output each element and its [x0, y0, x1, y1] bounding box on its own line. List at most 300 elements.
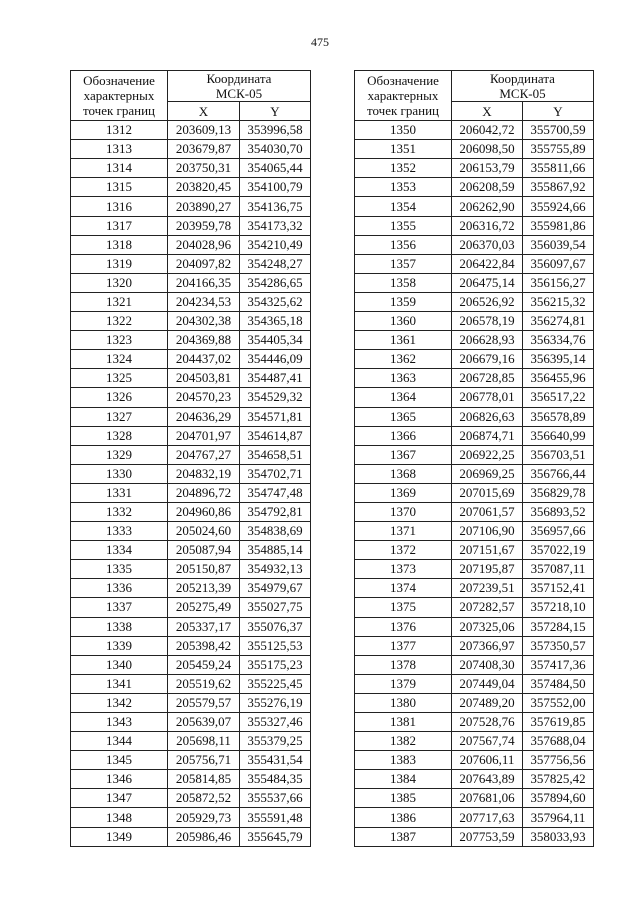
table-row	[355, 197, 594, 216]
y-coordinate-cell: 357417,36	[523, 655, 594, 674]
x-coordinate-cell: 203609,13	[168, 121, 240, 140]
table-row	[71, 121, 311, 140]
point-number-cell: 1368	[355, 464, 452, 483]
x-coordinate-cell: 205814,85	[168, 770, 240, 789]
point-number-cell: 1359	[355, 292, 452, 311]
x-coordinate-cell: 206778,01	[452, 388, 523, 407]
x-coordinate-cell: 204832,19	[168, 464, 240, 483]
table-row	[355, 502, 594, 521]
y-coordinate-cell: 355645,79	[240, 827, 311, 846]
point-number-cell: 1364	[355, 388, 452, 407]
point-number-cell: 1374	[355, 579, 452, 598]
x-coordinate-cell: 206526,92	[452, 292, 523, 311]
y-column-header: Y	[523, 102, 594, 121]
x-coordinate-cell: 204166,35	[168, 273, 240, 292]
point-number-cell: 1312	[71, 121, 168, 140]
point-number-cell: 1334	[71, 541, 168, 560]
y-coordinate-cell: 355981,86	[523, 216, 594, 235]
point-number-cell: 1366	[355, 426, 452, 445]
point-number-cell: 1383	[355, 751, 452, 770]
x-coordinate-cell: 207151,67	[452, 541, 523, 560]
table-row	[71, 808, 311, 827]
y-coordinate-cell: 354286,65	[240, 273, 311, 292]
x-coordinate-cell: 207528,76	[452, 713, 523, 732]
point-number-cell: 1337	[71, 598, 168, 617]
table-row	[355, 674, 594, 693]
y-coordinate-cell: 357484,50	[523, 674, 594, 693]
y-coordinate-cell: 357350,57	[523, 636, 594, 655]
x-coordinate-cell: 206208,59	[452, 178, 523, 197]
x-coordinate-cell: 205150,87	[168, 560, 240, 579]
table-row	[355, 522, 594, 541]
point-number-cell: 1330	[71, 464, 168, 483]
point-header-line-3: точек границ	[366, 103, 440, 119]
y-coordinate-cell: 354446,09	[240, 350, 311, 369]
x-coordinate-cell: 207489,20	[452, 693, 523, 712]
x-coordinate-cell: 203890,27	[168, 197, 240, 216]
table-row	[71, 388, 311, 407]
point-number-cell: 1332	[71, 502, 168, 521]
table-row	[355, 159, 594, 178]
point-number-cell: 1372	[355, 541, 452, 560]
coordinate-header-line-2: МСК-05	[215, 86, 263, 101]
x-coordinate-cell: 205698,11	[168, 732, 240, 751]
y-coordinate-cell: 355379,25	[240, 732, 311, 751]
y-coordinate-cell: 354979,67	[240, 579, 311, 598]
x-coordinate-cell: 205872,52	[168, 789, 240, 808]
point-number-cell: 1339	[71, 636, 168, 655]
x-coordinate-cell: 204097,82	[168, 254, 240, 273]
y-coordinate-cell: 357218,10	[523, 598, 594, 617]
point-number-cell: 1384	[355, 770, 452, 789]
x-coordinate-cell: 204701,97	[168, 426, 240, 445]
table-row	[71, 369, 311, 388]
point-number-cell: 1379	[355, 674, 452, 693]
x-coordinate-cell: 206316,72	[452, 216, 523, 235]
x-coordinate-cell: 204028,96	[168, 235, 240, 254]
table-row	[355, 713, 594, 732]
table-row	[355, 445, 594, 464]
table-row	[71, 235, 311, 254]
y-coordinate-cell: 357552,00	[523, 693, 594, 712]
table-row	[355, 407, 594, 426]
point-number-cell: 1370	[355, 502, 452, 521]
x-coordinate-cell: 206628,93	[452, 331, 523, 350]
table-row	[355, 751, 594, 770]
y-coordinate-cell: 355484,35	[240, 770, 311, 789]
point-number-cell: 1387	[355, 827, 452, 846]
y-coordinate-cell: 357688,04	[523, 732, 594, 751]
point-header-line-1: Обозначение	[367, 73, 439, 89]
coordinate-header	[452, 71, 594, 102]
y-coordinate-cell: 357964,11	[523, 808, 594, 827]
x-coordinate-cell: 205213,39	[168, 579, 240, 598]
point-number-cell: 1378	[355, 655, 452, 674]
table-row	[71, 445, 311, 464]
table-row	[355, 350, 594, 369]
x-coordinate-cell: 206098,50	[452, 140, 523, 159]
x-coordinate-cell: 206153,79	[452, 159, 523, 178]
y-coordinate-cell: 355755,89	[523, 140, 594, 159]
point-number-cell: 1345	[71, 751, 168, 770]
x-coordinate-cell: 205087,94	[168, 541, 240, 560]
table-row	[355, 140, 594, 159]
y-coordinate-cell: 354365,18	[240, 312, 311, 331]
table-row	[71, 216, 311, 235]
y-coordinate-cell: 356334,76	[523, 331, 594, 350]
table-row	[71, 827, 311, 846]
point-number-cell: 1344	[71, 732, 168, 751]
table-row	[355, 732, 594, 751]
coordinates-table-right	[354, 70, 594, 847]
y-coordinate-cell: 355811,66	[523, 159, 594, 178]
table-row	[71, 541, 311, 560]
table-row	[71, 579, 311, 598]
table-row	[355, 292, 594, 311]
x-coordinate-cell: 205756,71	[168, 751, 240, 770]
point-number-cell: 1350	[355, 121, 452, 140]
y-coordinate-cell: 356703,51	[523, 445, 594, 464]
table-row	[71, 713, 311, 732]
y-coordinate-cell: 354173,32	[240, 216, 311, 235]
y-coordinate-cell: 354702,71	[240, 464, 311, 483]
x-coordinate-cell: 207015,69	[452, 483, 523, 502]
x-coordinate-cell: 205986,46	[168, 827, 240, 846]
y-coordinate-cell: 355076,37	[240, 617, 311, 636]
table-row	[355, 426, 594, 445]
x-coordinate-cell: 207449,04	[452, 674, 523, 693]
table-row	[71, 331, 311, 350]
point-number-cell: 1357	[355, 254, 452, 273]
table-row	[355, 693, 594, 712]
x-coordinate-cell: 206728,85	[452, 369, 523, 388]
y-coordinate-cell: 358033,93	[523, 827, 594, 846]
table-row	[355, 178, 594, 197]
point-number-cell: 1360	[355, 312, 452, 331]
table-row	[71, 693, 311, 712]
y-coordinate-cell: 354658,51	[240, 445, 311, 464]
x-coordinate-cell: 204960,86	[168, 502, 240, 521]
x-coordinate-cell: 204302,38	[168, 312, 240, 331]
y-coordinate-cell: 354932,13	[240, 560, 311, 579]
x-coordinate-cell: 207717,63	[452, 808, 523, 827]
page-number: 475	[311, 35, 329, 49]
table-row	[355, 808, 594, 827]
y-coordinate-cell: 356395,14	[523, 350, 594, 369]
y-coordinate-cell: 355431,54	[240, 751, 311, 770]
table-row	[71, 464, 311, 483]
table-body-right	[355, 121, 594, 847]
table-row	[71, 636, 311, 655]
y-coordinate-cell: 357152,41	[523, 579, 594, 598]
table-row	[71, 598, 311, 617]
point-number-cell: 1361	[355, 331, 452, 350]
y-coordinate-cell: 356455,96	[523, 369, 594, 388]
table-row	[71, 770, 311, 789]
x-coordinate-cell: 207366,97	[452, 636, 523, 655]
y-coordinate-cell: 355276,19	[240, 693, 311, 712]
table-row	[71, 350, 311, 369]
point-number-cell: 1373	[355, 560, 452, 579]
table-row	[71, 178, 311, 197]
x-coordinate-cell: 203820,45	[168, 178, 240, 197]
point-number-cell: 1386	[355, 808, 452, 827]
table-row	[71, 522, 311, 541]
table-row	[355, 770, 594, 789]
y-coordinate-cell: 354747,48	[240, 483, 311, 502]
coordinates-table-left	[70, 70, 311, 847]
x-coordinate-cell: 205275,49	[168, 598, 240, 617]
point-number-cell: 1318	[71, 235, 168, 254]
table-row	[71, 502, 311, 521]
point-number-cell: 1351	[355, 140, 452, 159]
coordinate-header-line-1: Координата	[490, 71, 555, 86]
y-coordinate-cell: 357284,15	[523, 617, 594, 636]
y-coordinate-cell: 356893,52	[523, 502, 594, 521]
x-coordinate-cell: 205929,73	[168, 808, 240, 827]
table-row	[71, 617, 311, 636]
point-number-cell: 1363	[355, 369, 452, 388]
x-coordinate-cell: 207239,51	[452, 579, 523, 598]
point-number-cell: 1343	[71, 713, 168, 732]
x-coordinate-cell: 207753,59	[452, 827, 523, 846]
x-coordinate-cell: 206679,16	[452, 350, 523, 369]
point-number-cell: 1329	[71, 445, 168, 464]
point-designation-header	[71, 71, 168, 121]
y-coordinate-cell: 354100,79	[240, 178, 311, 197]
x-coordinate-cell: 206042,72	[452, 121, 523, 140]
y-coordinate-cell: 355175,23	[240, 655, 311, 674]
table-row	[355, 827, 594, 846]
point-number-cell: 1324	[71, 350, 168, 369]
y-coordinate-cell: 355027,75	[240, 598, 311, 617]
table-row	[71, 426, 311, 445]
point-number-cell: 1354	[355, 197, 452, 216]
x-coordinate-cell: 204767,27	[168, 445, 240, 464]
x-coordinate-cell: 204234,53	[168, 292, 240, 311]
point-number-cell: 1381	[355, 713, 452, 732]
x-coordinate-cell: 206422,84	[452, 254, 523, 273]
table-row	[71, 407, 311, 426]
table-body-left	[71, 121, 311, 847]
x-coordinate-cell: 204369,88	[168, 331, 240, 350]
point-number-cell: 1348	[71, 808, 168, 827]
table-row	[355, 598, 594, 617]
y-coordinate-cell: 355327,46	[240, 713, 311, 732]
y-coordinate-cell: 357619,85	[523, 713, 594, 732]
x-coordinate-cell: 207408,30	[452, 655, 523, 674]
point-number-cell: 1314	[71, 159, 168, 178]
y-coordinate-cell: 356039,54	[523, 235, 594, 254]
y-coordinate-cell: 355591,48	[240, 808, 311, 827]
x-coordinate-cell: 203959,78	[168, 216, 240, 235]
point-number-cell: 1358	[355, 273, 452, 292]
y-coordinate-cell: 354405,34	[240, 331, 311, 350]
table-row	[355, 273, 594, 292]
y-coordinate-cell: 356274,81	[523, 312, 594, 331]
y-column-header: Y	[240, 102, 311, 121]
x-coordinate-cell: 207681,06	[452, 789, 523, 808]
point-number-cell: 1336	[71, 579, 168, 598]
x-coordinate-cell: 207606,11	[452, 751, 523, 770]
table-row	[355, 312, 594, 331]
y-coordinate-cell: 355924,66	[523, 197, 594, 216]
point-number-cell: 1346	[71, 770, 168, 789]
table-row	[355, 579, 594, 598]
point-header-line-3: точек границ	[82, 103, 156, 119]
x-column-header: X	[452, 102, 523, 121]
table-row	[355, 483, 594, 502]
y-coordinate-cell: 354885,14	[240, 541, 311, 560]
y-coordinate-cell: 354792,81	[240, 502, 311, 521]
y-coordinate-cell: 354030,70	[240, 140, 311, 159]
point-number-cell: 1347	[71, 789, 168, 808]
table-row	[71, 732, 311, 751]
y-coordinate-cell: 356829,78	[523, 483, 594, 502]
x-coordinate-cell: 206826,63	[452, 407, 523, 426]
point-number-cell: 1320	[71, 273, 168, 292]
point-number-cell: 1338	[71, 617, 168, 636]
table-row	[355, 655, 594, 674]
table-row	[355, 636, 594, 655]
point-number-cell: 1353	[355, 178, 452, 197]
table-row	[71, 789, 311, 808]
x-coordinate-cell: 207325,06	[452, 617, 523, 636]
point-number-cell: 1342	[71, 693, 168, 712]
point-header-line-1: Обозначение	[83, 73, 155, 89]
x-coordinate-cell: 206475,14	[452, 273, 523, 292]
y-coordinate-cell: 354136,75	[240, 197, 311, 216]
table-row	[71, 254, 311, 273]
point-designation-header	[355, 71, 452, 121]
table-row	[71, 674, 311, 693]
point-number-cell: 1321	[71, 292, 168, 311]
table-row	[71, 197, 311, 216]
point-number-cell: 1377	[355, 636, 452, 655]
table-row	[355, 121, 594, 140]
point-number-cell: 1371	[355, 522, 452, 541]
table-row	[71, 751, 311, 770]
x-coordinate-cell: 204437,02	[168, 350, 240, 369]
table-row	[355, 331, 594, 350]
point-number-cell: 1328	[71, 426, 168, 445]
point-number-cell: 1327	[71, 407, 168, 426]
point-number-cell: 1367	[355, 445, 452, 464]
point-number-cell: 1315	[71, 178, 168, 197]
x-coordinate-cell: 207195,87	[452, 560, 523, 579]
point-number-cell: 1352	[355, 159, 452, 178]
table-row	[355, 789, 594, 808]
y-coordinate-cell: 354065,44	[240, 159, 311, 178]
x-column-header: X	[168, 102, 240, 121]
y-coordinate-cell: 355700,59	[523, 121, 594, 140]
point-number-cell: 1355	[355, 216, 452, 235]
x-coordinate-cell: 205639,07	[168, 713, 240, 732]
table-row	[355, 235, 594, 254]
point-number-cell: 1382	[355, 732, 452, 751]
y-coordinate-cell: 353996,58	[240, 121, 311, 140]
x-coordinate-cell: 205398,42	[168, 636, 240, 655]
point-number-cell: 1331	[71, 483, 168, 502]
y-coordinate-cell: 355537,66	[240, 789, 311, 808]
point-number-cell: 1316	[71, 197, 168, 216]
table-row	[355, 369, 594, 388]
y-coordinate-cell: 354248,27	[240, 254, 311, 273]
y-coordinate-cell: 356097,67	[523, 254, 594, 273]
y-coordinate-cell: 356957,66	[523, 522, 594, 541]
x-coordinate-cell: 206874,71	[452, 426, 523, 445]
y-coordinate-cell: 357756,56	[523, 751, 594, 770]
point-number-cell: 1369	[355, 483, 452, 502]
point-number-cell: 1333	[71, 522, 168, 541]
y-coordinate-cell: 354487,41	[240, 369, 311, 388]
point-number-cell: 1313	[71, 140, 168, 159]
y-coordinate-cell: 356517,22	[523, 388, 594, 407]
y-coordinate-cell: 355867,92	[523, 178, 594, 197]
coordinate-header-line-1: Координата	[206, 71, 272, 86]
point-number-cell: 1385	[355, 789, 452, 808]
y-coordinate-cell: 354571,81	[240, 407, 311, 426]
y-coordinate-cell: 354325,62	[240, 292, 311, 311]
point-number-cell: 1317	[71, 216, 168, 235]
table-row	[355, 464, 594, 483]
x-coordinate-cell: 206922,25	[452, 445, 523, 464]
point-number-cell: 1325	[71, 369, 168, 388]
point-number-cell: 1375	[355, 598, 452, 617]
x-coordinate-cell: 207643,89	[452, 770, 523, 789]
y-coordinate-cell: 356215,32	[523, 292, 594, 311]
point-number-cell: 1326	[71, 388, 168, 407]
table-row	[355, 388, 594, 407]
table-row	[71, 159, 311, 178]
y-coordinate-cell: 356156,27	[523, 273, 594, 292]
table-row	[355, 541, 594, 560]
x-coordinate-cell: 207567,74	[452, 732, 523, 751]
x-coordinate-cell: 206578,19	[452, 312, 523, 331]
x-coordinate-cell: 204896,72	[168, 483, 240, 502]
x-coordinate-cell: 203679,87	[168, 140, 240, 159]
y-coordinate-cell: 354529,32	[240, 388, 311, 407]
coordinate-header	[168, 71, 311, 102]
x-coordinate-cell: 205519,62	[168, 674, 240, 693]
point-number-cell: 1356	[355, 235, 452, 254]
y-coordinate-cell: 354210,49	[240, 235, 311, 254]
point-number-cell: 1335	[71, 560, 168, 579]
table-row	[71, 140, 311, 159]
point-number-cell: 1319	[71, 254, 168, 273]
point-header-line-2: характерных	[367, 88, 439, 104]
table-row	[71, 560, 311, 579]
y-coordinate-cell: 357087,11	[523, 560, 594, 579]
table-row	[355, 254, 594, 273]
x-coordinate-cell: 205579,57	[168, 693, 240, 712]
point-number-cell: 1376	[355, 617, 452, 636]
point-number-cell: 1340	[71, 655, 168, 674]
y-coordinate-cell: 356766,44	[523, 464, 594, 483]
table-row	[71, 292, 311, 311]
y-coordinate-cell: 355125,53	[240, 636, 311, 655]
x-coordinate-cell: 205459,24	[168, 655, 240, 674]
y-coordinate-cell: 357894,60	[523, 789, 594, 808]
table-row	[71, 312, 311, 331]
point-number-cell: 1380	[355, 693, 452, 712]
x-coordinate-cell: 207282,57	[452, 598, 523, 617]
x-coordinate-cell: 207106,90	[452, 522, 523, 541]
x-coordinate-cell: 206262,90	[452, 197, 523, 216]
y-coordinate-cell: 354838,69	[240, 522, 311, 541]
x-coordinate-cell: 204503,81	[168, 369, 240, 388]
y-coordinate-cell: 355225,45	[240, 674, 311, 693]
